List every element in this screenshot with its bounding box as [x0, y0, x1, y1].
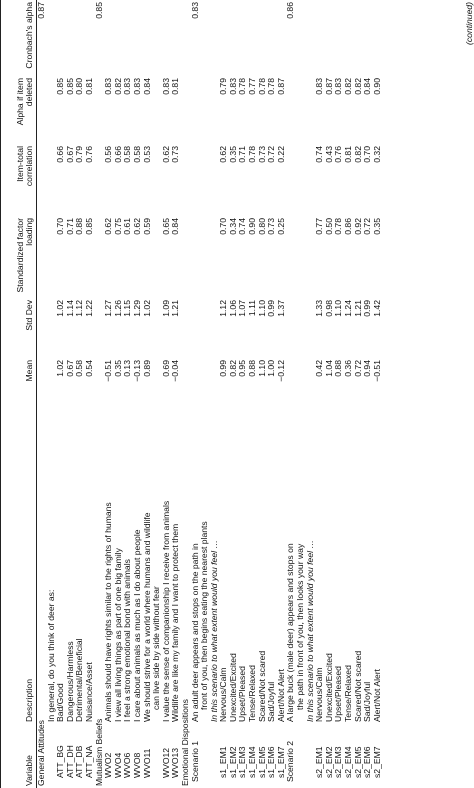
cell-itc: 0.35 [227, 146, 238, 163]
cell-loading: 0.71 [64, 218, 75, 235]
cell-mean: 1.10 [256, 360, 267, 377]
cell-alpha-deleted: 0.78 [266, 78, 277, 95]
cell-std: 1.37 [275, 300, 286, 317]
cell-mean: 0.94 [362, 360, 373, 377]
cell-std [37, 298, 47, 358]
cell-variable: ATT_BG [55, 745, 66, 778]
cell-variable: s2_EM6 [362, 746, 373, 778]
cell-variable: WVO4 [112, 752, 123, 778]
cell-std: 1.26 [112, 300, 123, 317]
col-mean: Mean [1, 358, 37, 404]
cell-itc: 0.66 [112, 146, 123, 163]
description-prompt: In this scenario to what extent would you feel … [208, 539, 219, 722]
cell-alpha-deleted [37, 76, 47, 144]
cell-variable: Emotional Dispositions [179, 699, 190, 786]
cell-alpha-deleted: 0.83 [333, 78, 344, 95]
description-line: I feel a strong emotional bond with animals [122, 559, 133, 722]
cell-itc [191, 144, 220, 216]
cell-variable: Scenario 1 [189, 740, 200, 782]
cell-itc: 0.22 [275, 146, 286, 163]
cell-variable: ATT_DH [64, 745, 75, 778]
description-line: I value the sense of companionship I receive from animals [160, 500, 171, 722]
cell-loading: 0.86 [343, 218, 353, 235]
col-itc: Item-total correlation [1, 144, 37, 216]
cell-std: 1.07 [237, 300, 248, 317]
cell-loading: 0.80 [256, 218, 267, 235]
cell-alpha [334, 0, 344, 76]
cell-itc: 0.78 [247, 146, 258, 163]
cell-std: 1.21 [170, 300, 181, 317]
table-row [286, 0, 315, 788]
cell-alpha [114, 0, 124, 76]
col-std: Std Dev [1, 298, 37, 358]
cell-variable: s1_EM3 [237, 746, 248, 778]
col-description: Description [1, 404, 37, 724]
table-row [171, 0, 181, 788]
cell-alpha [123, 0, 133, 76]
cell-variable: WVO13 [170, 747, 181, 778]
cell-variable: s1_EM6 [266, 746, 277, 778]
cell-loading: 0.70 [55, 218, 66, 235]
col-loading: Standardized factor loading [1, 216, 37, 298]
cell-alpha [267, 0, 277, 76]
cell-variable: s2_EM2 [323, 746, 334, 778]
description-line: Scared/Not scared [352, 650, 363, 722]
description-line: Detrimental/Beneficial [74, 638, 85, 722]
table-row [191, 0, 220, 788]
table-row [143, 0, 162, 788]
cell-mean: 0.67 [64, 360, 75, 377]
table-row [47, 0, 57, 788]
cell-variable: s1_EM5 [256, 746, 267, 778]
cell-variable: s2_EM7 [371, 746, 382, 778]
cell-loading: 0.59 [141, 218, 152, 235]
cell-std: 1.02 [141, 300, 152, 317]
cell-std: 0.98 [323, 300, 334, 317]
cell-std: 1.11 [247, 300, 258, 317]
col-alpha: Cronbach's alpha [1, 0, 37, 76]
cell-itc: 0.32 [371, 146, 382, 163]
cell-variable: s2_EM1 [314, 746, 325, 778]
cell-alpha [104, 0, 114, 76]
cell-mean: 0.88 [247, 360, 258, 377]
cell-std: 1.02 [55, 300, 66, 317]
cell-alpha [258, 0, 268, 76]
cell-alpha [171, 0, 181, 76]
cell-std: 1.12 [218, 300, 229, 317]
description-line: Scared/Not scared [256, 650, 267, 722]
cell-loading [181, 216, 191, 298]
description-line: Unexcited/Excited [323, 653, 334, 722]
cell-mean: 0.95 [237, 360, 248, 377]
cell-variable: s1_EM7 [275, 746, 286, 778]
cell-description [47, 404, 57, 724]
cell-variable: s1_EM4 [247, 746, 258, 778]
cell-description [258, 404, 268, 724]
cell-variable: s2_EM4 [343, 746, 353, 778]
cell-mean [191, 358, 220, 404]
cell-std: 1.29 [131, 300, 142, 317]
cell-alpha [238, 0, 248, 76]
table-row [373, 0, 383, 788]
cell-variable: s1_EM1 [218, 746, 229, 778]
cell-alpha [162, 0, 172, 76]
description-line: front of you, then begins eating the nearest plants [199, 521, 210, 710]
cell-itc: 0.76 [83, 146, 94, 163]
description-line: Nuisance/Asset [83, 662, 94, 722]
cell-alpha: 0.83 [189, 2, 200, 19]
cell-alpha [47, 0, 57, 76]
cell-mean: 0.13 [122, 360, 133, 377]
cell-alpha-deleted: 0.90 [371, 78, 382, 95]
description-line: Upset/Pleased [237, 666, 248, 722]
cell-mean: 0.89 [141, 360, 152, 377]
cell-loading: 0.90 [247, 218, 258, 235]
cell-mean: 0.42 [314, 360, 325, 377]
cell-alpha [56, 0, 66, 76]
cell-itc: 0.66 [55, 146, 66, 163]
cell-mean: −0.12 [275, 360, 286, 382]
cell-mean: 0.72 [352, 360, 363, 377]
description-line: Animals should have rights similar to the rights of humans [103, 502, 114, 722]
cell-alpha-deleted: 0.83 [314, 78, 325, 95]
cell-loading: 0.75 [112, 218, 123, 235]
cell-alpha [66, 0, 76, 76]
cell-loading: 0.62 [131, 218, 142, 235]
cell-description [143, 404, 162, 724]
cell-variable: WVO12 [160, 747, 171, 778]
cell-itc: 0.73 [170, 146, 181, 163]
cell-alpha [248, 0, 258, 76]
description-line: An adult deer appears and stops on the path in [189, 543, 200, 722]
cell-itc: 0.53 [141, 146, 152, 163]
cell-alpha-deleted: 0.78 [237, 78, 248, 95]
cell-variable: Scenario 2 [285, 740, 296, 782]
cell-alpha [373, 0, 383, 76]
cell-mean: 0.88 [333, 360, 344, 377]
cell-mean: 0.58 [74, 360, 85, 377]
description-line: A large buck (male deer) appears and stops on [285, 543, 296, 722]
cell-alpha [229, 0, 239, 76]
cell-mean: 1.04 [323, 360, 334, 377]
cell-itc: 0.74 [314, 146, 325, 163]
cell-description [286, 404, 315, 724]
cell-itc: 0.81 [343, 146, 353, 163]
cell-alpha-deleted [191, 76, 220, 144]
cell-std: 1.22 [83, 300, 94, 317]
cell-variable: ATT_DB [74, 745, 85, 778]
description-line: Nervous/Calm [314, 667, 325, 722]
cell-itc: 0.56 [103, 146, 114, 163]
cell-alpha-deleted: 0.82 [352, 78, 363, 95]
description-line: I view all living things as part of one big family [112, 548, 123, 722]
cell-alpha-deleted: 0.79 [218, 78, 229, 95]
continued-note: (continued) [464, 2, 474, 45]
cell-itc: 0.76 [333, 146, 344, 163]
cell-variable: WVO6 [122, 752, 133, 778]
cell-alpha-deleted: 0.83 [131, 78, 142, 95]
cell-alpha-deleted: 0.87 [323, 78, 334, 95]
description-line: Bad/Good [55, 683, 66, 722]
cell-mean: −0.13 [131, 360, 142, 382]
cell-alpha-deleted: 0.82 [343, 78, 353, 95]
cell-variable: WVO2 [103, 752, 114, 778]
cell-std: 0.99 [266, 300, 277, 317]
cell-alpha-deleted: 0.82 [112, 78, 123, 95]
cell-std [286, 298, 315, 358]
cell-mean: 0.69 [160, 360, 171, 377]
description-line: can live side by side without fear [151, 586, 162, 710]
cell-alpha [75, 0, 85, 76]
cell-std: 1.42 [371, 300, 382, 317]
cell-std: 1.09 [160, 300, 171, 317]
cell-alpha [133, 0, 143, 76]
cell-std: 1.33 [314, 300, 325, 317]
description-line: Dangerous/Harmless [64, 641, 75, 722]
description-line: the path in front of you, then looks your way [295, 543, 306, 710]
cell-alpha [344, 0, 354, 76]
description-line: Sad/Joyful [266, 681, 277, 722]
description-line: Alert/Not Alert [371, 668, 382, 722]
cell-mean: −0.04 [170, 360, 181, 382]
description-line: Sad/Joyful [362, 681, 373, 722]
col-variable: Variable [1, 724, 37, 788]
cell-itc: 0.43 [323, 146, 334, 163]
cell-alpha-deleted [181, 76, 191, 144]
cell-variable: s1_EM2 [227, 746, 238, 778]
cell-loading: 0.88 [74, 218, 85, 235]
cell-itc: 0.62 [160, 146, 171, 163]
cell-description [191, 404, 220, 724]
cell-alpha [363, 0, 373, 76]
cell-itc: 0.70 [362, 146, 373, 163]
description-line: We should strive for a world where humans and wildlife [141, 512, 152, 722]
cell-loading: 0.35 [371, 218, 382, 235]
table-row [354, 0, 364, 788]
cell-variable: s2_EM5 [352, 746, 363, 778]
cell-itc [181, 144, 191, 216]
cell-mean: −0.51 [103, 360, 114, 382]
cell-alpha [354, 0, 364, 76]
cell-itc [286, 144, 315, 216]
cell-std: 1.12 [74, 300, 85, 317]
cell-alpha-deleted: 0.85 [55, 78, 66, 95]
cell-variable: Mutualism Beliefs [93, 718, 104, 786]
description-line: Nervous/Calm [218, 667, 229, 722]
description-line: Wildlife are like my family and I want to protect them [170, 523, 181, 722]
cell-mean: −0.51 [371, 360, 382, 382]
cell-mean: 0.36 [343, 360, 353, 377]
cell-loading: 0.92 [352, 218, 363, 235]
cell-alpha-deleted: 0.87 [275, 78, 286, 95]
cell-description [373, 404, 383, 724]
cell-variable: General Attitudes [36, 720, 46, 786]
cell-mean [286, 358, 315, 404]
cell-loading [286, 216, 315, 298]
cell-loading: 0.77 [314, 218, 325, 235]
header-row [1, 0, 37, 788]
cell-loading: 0.72 [362, 218, 373, 235]
cell-loading: 0.84 [170, 218, 181, 235]
description-line: Upset/Pleased [333, 666, 344, 722]
cell-alpha-deleted: 0.81 [83, 78, 94, 95]
cell-alpha [315, 0, 325, 76]
cell-alpha-deleted: 0.80 [74, 78, 85, 95]
cell-variable: s2_EM3 [333, 746, 344, 778]
cell-std [191, 298, 220, 358]
col-alpha-deleted: Alpha if item deleted [1, 76, 37, 144]
cell-loading: 0.74 [237, 218, 248, 235]
description-prompt: In this scenario to what extent would you feel … [304, 539, 315, 722]
cell-std: 1.21 [352, 300, 363, 317]
cell-itc: 0.73 [256, 146, 267, 163]
cell-itc: 0.58 [122, 146, 133, 163]
cell-alpha [325, 0, 335, 76]
cell-std: 1.27 [103, 300, 114, 317]
description-line: I care about animals as much as I do about people [131, 529, 142, 722]
cell-variable: WVO11 [141, 748, 152, 778]
cell-alpha-deleted: 0.77 [247, 78, 258, 95]
cell-itc: 0.58 [131, 146, 142, 163]
cell-std: 0.99 [362, 300, 373, 317]
cell-description [171, 404, 181, 724]
cell-loading: 0.62 [103, 218, 114, 235]
cell-itc: 0.82 [352, 146, 363, 163]
description-line: Alert/Not Alert [275, 668, 286, 722]
cell-alpha-deleted: 0.78 [256, 78, 267, 95]
cell-mean: 1.02 [55, 360, 66, 377]
cell-loading: 0.70 [218, 218, 229, 235]
description-line: Tense/Relaxed [343, 665, 353, 722]
cell-itc [37, 144, 47, 216]
cell-mean [37, 358, 47, 404]
cell-mean: 0.82 [227, 360, 238, 377]
cell-description [85, 404, 95, 724]
cell-loading: 0.85 [83, 218, 94, 235]
cell-mean [181, 358, 191, 404]
cell-itc: 0.67 [64, 146, 75, 163]
cell-mean: 0.99 [218, 360, 229, 377]
cell-alpha-deleted: 0.83 [122, 78, 133, 95]
cell-alpha: 0.87 [36, 2, 46, 19]
cell-alpha [143, 0, 162, 76]
cell-std: 1.14 [64, 300, 75, 317]
cell-alpha: 0.86 [285, 2, 296, 19]
cell-alpha-deleted: 0.84 [141, 78, 152, 95]
cell-loading: 0.73 [266, 218, 277, 235]
cell-alpha-deleted: 0.85 [64, 78, 75, 95]
table-body [37, 0, 383, 788]
cell-loading: 0.25 [275, 218, 286, 235]
cell-description [354, 404, 364, 724]
cell-loading: 0.50 [323, 218, 334, 235]
table-row [258, 0, 268, 788]
cell-alpha-deleted: 0.81 [170, 78, 181, 95]
cell-itc: 0.72 [266, 146, 277, 163]
cell-alpha-deleted: 0.84 [362, 78, 373, 95]
cell-loading: 0.34 [227, 218, 238, 235]
cell-alpha-deleted: 0.83 [227, 78, 238, 95]
cell-alpha-deleted: 0.83 [160, 78, 171, 95]
cell-mean: 0.54 [83, 360, 94, 377]
cell-loading: 0.78 [333, 218, 344, 235]
cell-mean: 0.35 [112, 360, 123, 377]
cell-std: 1.06 [227, 300, 238, 317]
cell-loading [191, 216, 220, 298]
cell-std: 1.24 [343, 300, 353, 317]
table-row [85, 0, 95, 788]
description-line: Unexcited/Excited [227, 653, 238, 722]
cell-std: 1.10 [256, 300, 267, 317]
cell-alpha [219, 0, 229, 76]
cell-mean: 1.00 [266, 360, 277, 377]
cell-loading: 0.61 [122, 218, 133, 235]
cell-itc: 0.71 [237, 146, 248, 163]
description-line: In general, do you think of deer as: [45, 589, 56, 722]
cell-variable: ATT_NA [83, 745, 94, 778]
cell-itc: 0.62 [218, 146, 229, 163]
cell-alpha-deleted: 0.83 [103, 78, 114, 95]
cell-loading: 0.65 [160, 218, 171, 235]
description-line: Tense/Relaxed [247, 665, 258, 722]
cell-loading [37, 216, 47, 298]
cell-alpha: 0.85 [93, 2, 104, 19]
cell-std: 1.15 [122, 300, 133, 317]
cell-std [181, 298, 191, 358]
cell-variable: WVO8 [131, 752, 142, 778]
cell-itc: 0.79 [74, 146, 85, 163]
cell-std: 1.10 [333, 300, 344, 317]
cell-alpha-deleted [286, 76, 315, 144]
